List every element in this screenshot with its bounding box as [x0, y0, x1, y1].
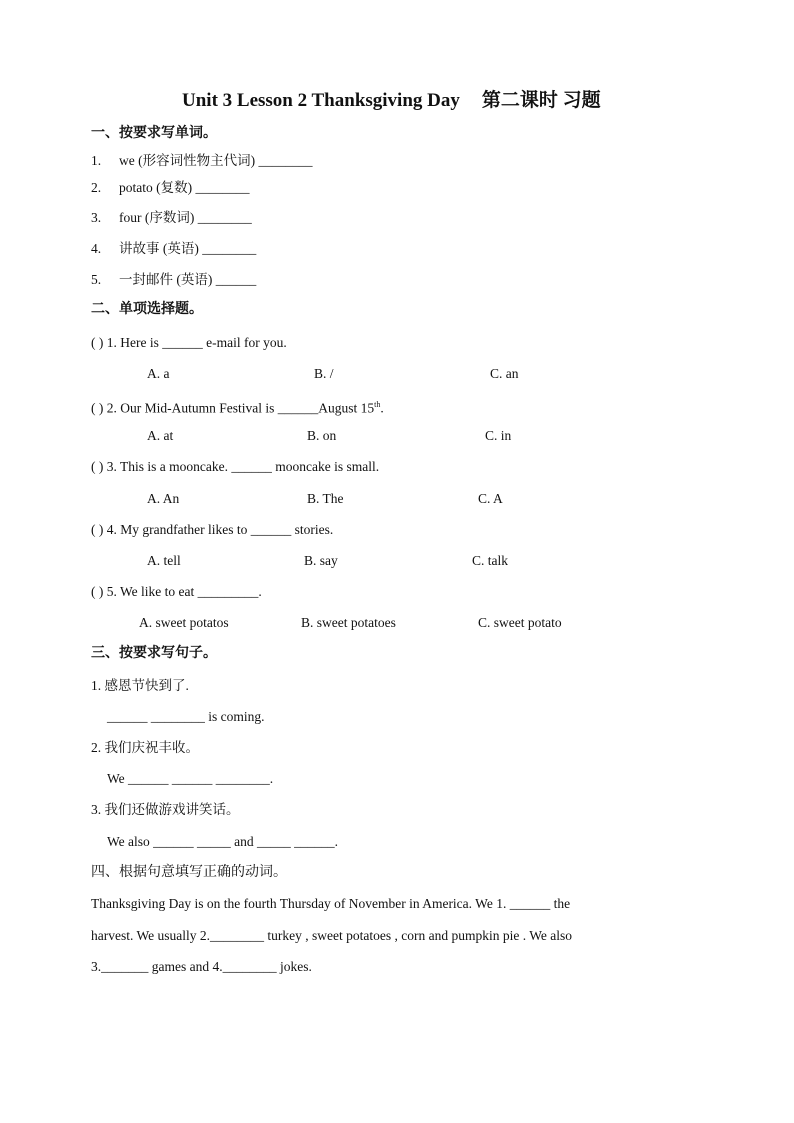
question-4-stem: ( ) 4. My grandfather likes to ______ stories.: [91, 522, 334, 537]
question-3-stem: ( ) 3. This is a mooncake. ______ mooncake is small.: [91, 459, 380, 474]
ordinal-suffix: th: [374, 400, 381, 409]
section-4-heading: 四、根据句意填写正确的动词。: [91, 865, 287, 880]
question-1-option-a: A. a: [147, 366, 170, 381]
passage-line-1: Thanksgiving Day is on the fourth Thursday of November in America. We 1. ______ the: [91, 896, 571, 911]
question-3-option-c: C. A: [478, 491, 503, 506]
page-title: [182, 85, 601, 112]
question-4-option-a: A. tell: [147, 553, 181, 568]
section-2-heading: 二、单项选择题。: [91, 302, 203, 317]
section-1-item: 1. we (形容词性物主代词) ________: [91, 153, 313, 168]
question-1-option-c: C. an: [490, 366, 519, 381]
question-2-stem: ( ) 2. Our Mid-Autumn Festival is ______August 15th.: [91, 400, 384, 416]
question-2-option-c: C. in: [485, 428, 512, 443]
sentence-3-english: We also ______ _____ and _____ ______.: [107, 834, 339, 849]
question-4-option-b: B. say: [304, 553, 338, 568]
question-1-option-b: B. /: [314, 366, 334, 381]
title-english: Unit 3 Lesson 2 Thanksgiving Day: [182, 90, 460, 111]
passage-line-3: 3._______ games and 4.________ jokes.: [91, 959, 312, 974]
question-1-stem: ( ) 1. Here is ______ e-mail for you.: [91, 335, 287, 350]
sentence-1-chinese: 1. 感恩节快到了.: [91, 678, 189, 693]
passage-line-2: harvest. We usually 2.________ turkey , sweet potatoes , corn and pumpkin pie . We also: [91, 928, 572, 943]
title-chinese: 第二课时 习题: [481, 90, 601, 111]
sentence-1-english: ______ ________ is coming.: [107, 709, 265, 724]
question-2-option-a: A. at: [147, 428, 174, 443]
sentence-3-chinese: 3. 我们还做游戏讲笑话。: [91, 802, 240, 817]
section-1-item: 2. potato (复数) ________: [91, 180, 250, 195]
section-3-heading: 三、按要求写句子。: [91, 646, 217, 661]
section-1-item: 5. 一封邮件 (英语) ______: [91, 272, 257, 287]
question-2-option-b: B. on: [307, 428, 337, 443]
question-5-option-c: C. sweet potato: [478, 615, 562, 630]
question-5-stem: ( ) 5. We like to eat _________.: [91, 584, 262, 599]
question-5-option-a: A. sweet potatos: [139, 615, 229, 630]
section-1-heading: 一、按要求写单词。: [91, 126, 217, 141]
sentence-2-chinese: 2. 我们庆祝丰收。: [91, 740, 199, 755]
sentence-2-english: We ______ ______ ________.: [107, 771, 274, 786]
section-1-item: 3. four (序数词) ________: [91, 210, 252, 225]
question-3-option-b: B. The: [307, 491, 344, 506]
section-1-item: 4. 讲故事 (英语) ________: [91, 241, 257, 256]
question-5-option-b: B. sweet potatoes: [301, 615, 396, 630]
question-3-option-a: A. An: [147, 491, 180, 506]
question-4-option-c: C. talk: [472, 553, 508, 568]
